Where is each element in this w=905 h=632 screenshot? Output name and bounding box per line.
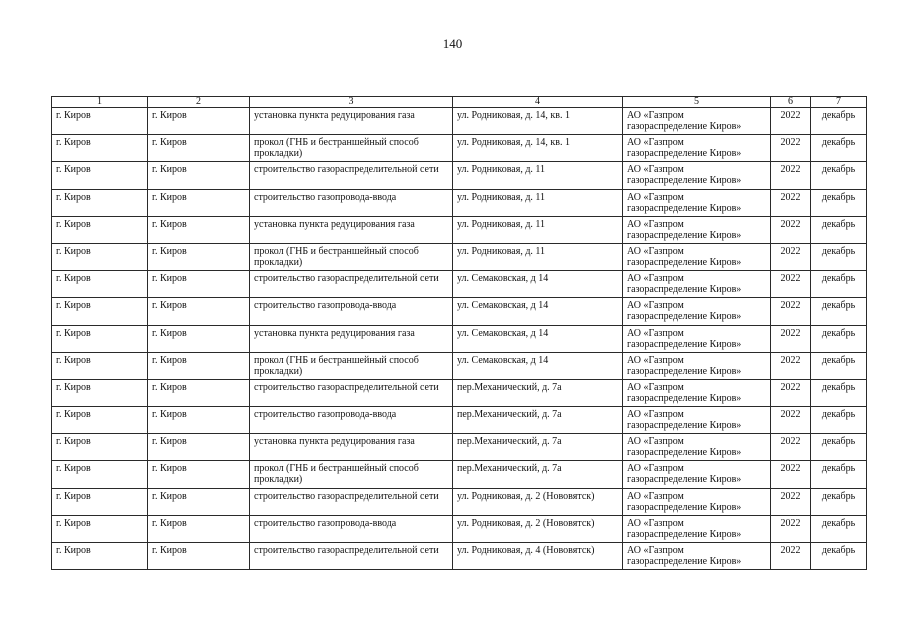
organization-cell: АО «Газпром газораспределение Киров» bbox=[623, 243, 771, 270]
settlement-cell: г. Киров bbox=[52, 162, 148, 189]
district-cell: г. Киров bbox=[148, 407, 250, 434]
organization-cell: АО «Газпром газораспределение Киров» bbox=[623, 189, 771, 216]
organization-cell: АО «Газпром газораспределение Киров» bbox=[623, 434, 771, 461]
settlement-cell: г. Киров bbox=[52, 379, 148, 406]
table-row bbox=[52, 352, 867, 379]
work-type-cell: прокол (ГНБ и бестраншейный способ прокладки) bbox=[250, 243, 453, 270]
address-cell: ул. Родниковая, д. 11 bbox=[453, 243, 623, 270]
organization-cell: АО «Газпром газораспределение Киров» bbox=[623, 298, 771, 325]
table-body bbox=[52, 108, 867, 570]
table-row bbox=[52, 162, 867, 189]
settlement-cell: г. Киров bbox=[52, 543, 148, 570]
work-type-cell: строительство газопровода-ввода bbox=[250, 515, 453, 542]
address-cell: ул. Родниковая, д. 2 (Нововятск) bbox=[453, 515, 623, 542]
settlement-cell: г. Киров bbox=[52, 135, 148, 162]
page-number: 140 bbox=[442, 36, 463, 51]
month-cell: декабрь bbox=[811, 271, 867, 298]
organization-cell: АО «Газпром газораспределение Киров» bbox=[623, 488, 771, 515]
month-cell: декабрь bbox=[811, 434, 867, 461]
month-cell: декабрь bbox=[811, 543, 867, 570]
district-cell: г. Киров bbox=[148, 352, 250, 379]
address-cell: пер.Механический, д. 7а bbox=[453, 407, 623, 434]
address-cell: пер.Механический, д. 7а bbox=[453, 379, 623, 406]
column-header-4: 4 bbox=[453, 97, 623, 108]
year-cell: 2022 bbox=[771, 543, 811, 570]
settlement-cell: г. Киров bbox=[52, 325, 148, 352]
settlement-cell: г. Киров bbox=[52, 515, 148, 542]
table-row bbox=[52, 189, 867, 216]
address-cell: ул. Родниковая, д. 11 bbox=[453, 162, 623, 189]
district-cell: г. Киров bbox=[148, 189, 250, 216]
district-cell: г. Киров bbox=[148, 162, 250, 189]
column-header-2: 2 bbox=[148, 97, 250, 108]
month-cell: декабрь bbox=[811, 515, 867, 542]
table-row bbox=[52, 108, 867, 135]
address-cell: ул. Семаковская, д 14 bbox=[453, 325, 623, 352]
district-cell: г. Киров bbox=[148, 271, 250, 298]
table-row bbox=[52, 271, 867, 298]
column-header-6: 6 bbox=[771, 97, 811, 108]
header-row bbox=[52, 97, 867, 108]
month-cell: декабрь bbox=[811, 108, 867, 135]
table-row bbox=[52, 379, 867, 406]
district-cell: г. Киров bbox=[148, 216, 250, 243]
month-cell: декабрь bbox=[811, 325, 867, 352]
organization-cell: АО «Газпром газораспределение Киров» bbox=[623, 352, 771, 379]
organization-cell: АО «Газпром газораспределение Киров» bbox=[623, 162, 771, 189]
address-cell: ул. Родниковая, д. 11 bbox=[453, 189, 623, 216]
year-cell: 2022 bbox=[771, 407, 811, 434]
settlement-cell: г. Киров bbox=[52, 243, 148, 270]
month-cell: декабрь bbox=[811, 407, 867, 434]
year-cell: 2022 bbox=[771, 108, 811, 135]
year-cell: 2022 bbox=[771, 488, 811, 515]
table-row bbox=[52, 543, 867, 570]
month-cell: декабрь bbox=[811, 379, 867, 406]
data-table bbox=[51, 96, 867, 570]
table-row bbox=[52, 515, 867, 542]
settlement-cell: г. Киров bbox=[52, 108, 148, 135]
address-cell: ул. Родниковая, д. 14, кв. 1 bbox=[453, 108, 623, 135]
settlement-cell: г. Киров bbox=[52, 488, 148, 515]
settlement-cell: г. Киров bbox=[52, 461, 148, 488]
organization-cell: АО «Газпром газораспределение Киров» bbox=[623, 108, 771, 135]
district-cell: г. Киров bbox=[148, 379, 250, 406]
work-type-cell: установка пункта редуцирования газа bbox=[250, 434, 453, 461]
work-type-cell: строительство газораспределительной сети bbox=[250, 543, 453, 570]
organization-cell: АО «Газпром газораспределение Киров» bbox=[623, 407, 771, 434]
settlement-cell: г. Киров bbox=[52, 298, 148, 325]
table-row bbox=[52, 407, 867, 434]
address-cell: пер.Механический, д. 7а bbox=[453, 434, 623, 461]
year-cell: 2022 bbox=[771, 434, 811, 461]
table-row bbox=[52, 216, 867, 243]
organization-cell: АО «Газпром газораспределение Киров» bbox=[623, 379, 771, 406]
address-cell: ул. Родниковая, д. 2 (Нововятск) bbox=[453, 488, 623, 515]
organization-cell: АО «Газпром газораспределение Киров» bbox=[623, 271, 771, 298]
district-cell: г. Киров bbox=[148, 434, 250, 461]
settlement-cell: г. Киров bbox=[52, 189, 148, 216]
work-type-cell: установка пункта редуцирования газа bbox=[250, 216, 453, 243]
work-type-cell: строительство газопровода-ввода bbox=[250, 189, 453, 216]
settlement-cell: г. Киров bbox=[52, 434, 148, 461]
table-row bbox=[52, 461, 867, 488]
district-cell: г. Киров bbox=[148, 298, 250, 325]
year-cell: 2022 bbox=[771, 461, 811, 488]
work-type-cell: установка пункта редуцирования газа bbox=[250, 325, 453, 352]
settlement-cell: г. Киров bbox=[52, 216, 148, 243]
work-type-cell: прокол (ГНБ и бестраншейный способ прокладки) bbox=[250, 461, 453, 488]
organization-cell: АО «Газпром газораспределение Киров» bbox=[623, 216, 771, 243]
address-cell: пер.Механический, д. 7а bbox=[453, 461, 623, 488]
district-cell: г. Киров bbox=[148, 461, 250, 488]
year-cell: 2022 bbox=[771, 352, 811, 379]
work-type-cell: строительство газопровода-ввода bbox=[250, 407, 453, 434]
organization-cell: АО «Газпром газораспределение Киров» bbox=[623, 461, 771, 488]
year-cell: 2022 bbox=[771, 216, 811, 243]
district-cell: г. Киров bbox=[148, 135, 250, 162]
organization-cell: АО «Газпром газораспределение Киров» bbox=[623, 515, 771, 542]
work-type-cell: прокол (ГНБ и бестраншейный способ прокладки) bbox=[250, 352, 453, 379]
settlement-cell: г. Киров bbox=[52, 407, 148, 434]
table-header bbox=[52, 97, 867, 108]
work-type-cell: строительство газораспределительной сети bbox=[250, 271, 453, 298]
settlement-cell: г. Киров bbox=[52, 271, 148, 298]
year-cell: 2022 bbox=[771, 162, 811, 189]
address-cell: ул. Семаковская, д 14 bbox=[453, 298, 623, 325]
month-cell: декабрь bbox=[811, 298, 867, 325]
month-cell: декабрь bbox=[811, 488, 867, 515]
table-row bbox=[52, 135, 867, 162]
organization-cell: АО «Газпром газораспределение Киров» bbox=[623, 325, 771, 352]
year-cell: 2022 bbox=[771, 271, 811, 298]
work-type-cell: строительство газораспределительной сети bbox=[250, 162, 453, 189]
year-cell: 2022 bbox=[771, 515, 811, 542]
month-cell: декабрь bbox=[811, 216, 867, 243]
column-header-5: 5 bbox=[623, 97, 771, 108]
address-cell: ул. Родниковая, д. 14, кв. 1 bbox=[453, 135, 623, 162]
address-cell: ул. Родниковая, д. 11 bbox=[453, 216, 623, 243]
organization-cell: АО «Газпром газораспределение Киров» bbox=[623, 135, 771, 162]
month-cell: декабрь bbox=[811, 135, 867, 162]
table-row bbox=[52, 243, 867, 270]
district-cell: г. Киров bbox=[148, 325, 250, 352]
work-type-cell: прокол (ГНБ и бестраншейный способ прокладки) bbox=[250, 135, 453, 162]
year-cell: 2022 bbox=[771, 135, 811, 162]
district-cell: г. Киров bbox=[148, 488, 250, 515]
month-cell: декабрь bbox=[811, 352, 867, 379]
table-row bbox=[52, 434, 867, 461]
month-cell: декабрь bbox=[811, 243, 867, 270]
work-type-cell: установка пункта редуцирования газа bbox=[250, 108, 453, 135]
column-header-1: 1 bbox=[52, 97, 148, 108]
address-cell: ул. Семаковская, д 14 bbox=[453, 352, 623, 379]
district-cell: г. Киров bbox=[148, 515, 250, 542]
month-cell: декабрь bbox=[811, 461, 867, 488]
table-row bbox=[52, 298, 867, 325]
address-cell: ул. Родниковая, д. 4 (Нововятск) bbox=[453, 543, 623, 570]
district-cell: г. Киров bbox=[148, 243, 250, 270]
month-cell: декабрь bbox=[811, 162, 867, 189]
year-cell: 2022 bbox=[771, 189, 811, 216]
district-cell: г. Киров bbox=[148, 543, 250, 570]
work-type-cell: строительство газораспределительной сети bbox=[250, 488, 453, 515]
address-cell: ул. Семаковская, д 14 bbox=[453, 271, 623, 298]
organization-cell: АО «Газпром газораспределение Киров» bbox=[623, 543, 771, 570]
table-row bbox=[52, 325, 867, 352]
table-row bbox=[52, 488, 867, 515]
month-cell: декабрь bbox=[811, 189, 867, 216]
work-type-cell: строительство газораспределительной сети bbox=[250, 379, 453, 406]
settlement-cell: г. Киров bbox=[52, 352, 148, 379]
year-cell: 2022 bbox=[771, 298, 811, 325]
year-cell: 2022 bbox=[771, 243, 811, 270]
year-cell: 2022 bbox=[771, 325, 811, 352]
work-type-cell: строительство газопровода-ввода bbox=[250, 298, 453, 325]
year-cell: 2022 bbox=[771, 379, 811, 406]
column-header-3: 3 bbox=[250, 97, 453, 108]
column-header-7: 7 bbox=[811, 97, 867, 108]
district-cell: г. Киров bbox=[148, 108, 250, 135]
